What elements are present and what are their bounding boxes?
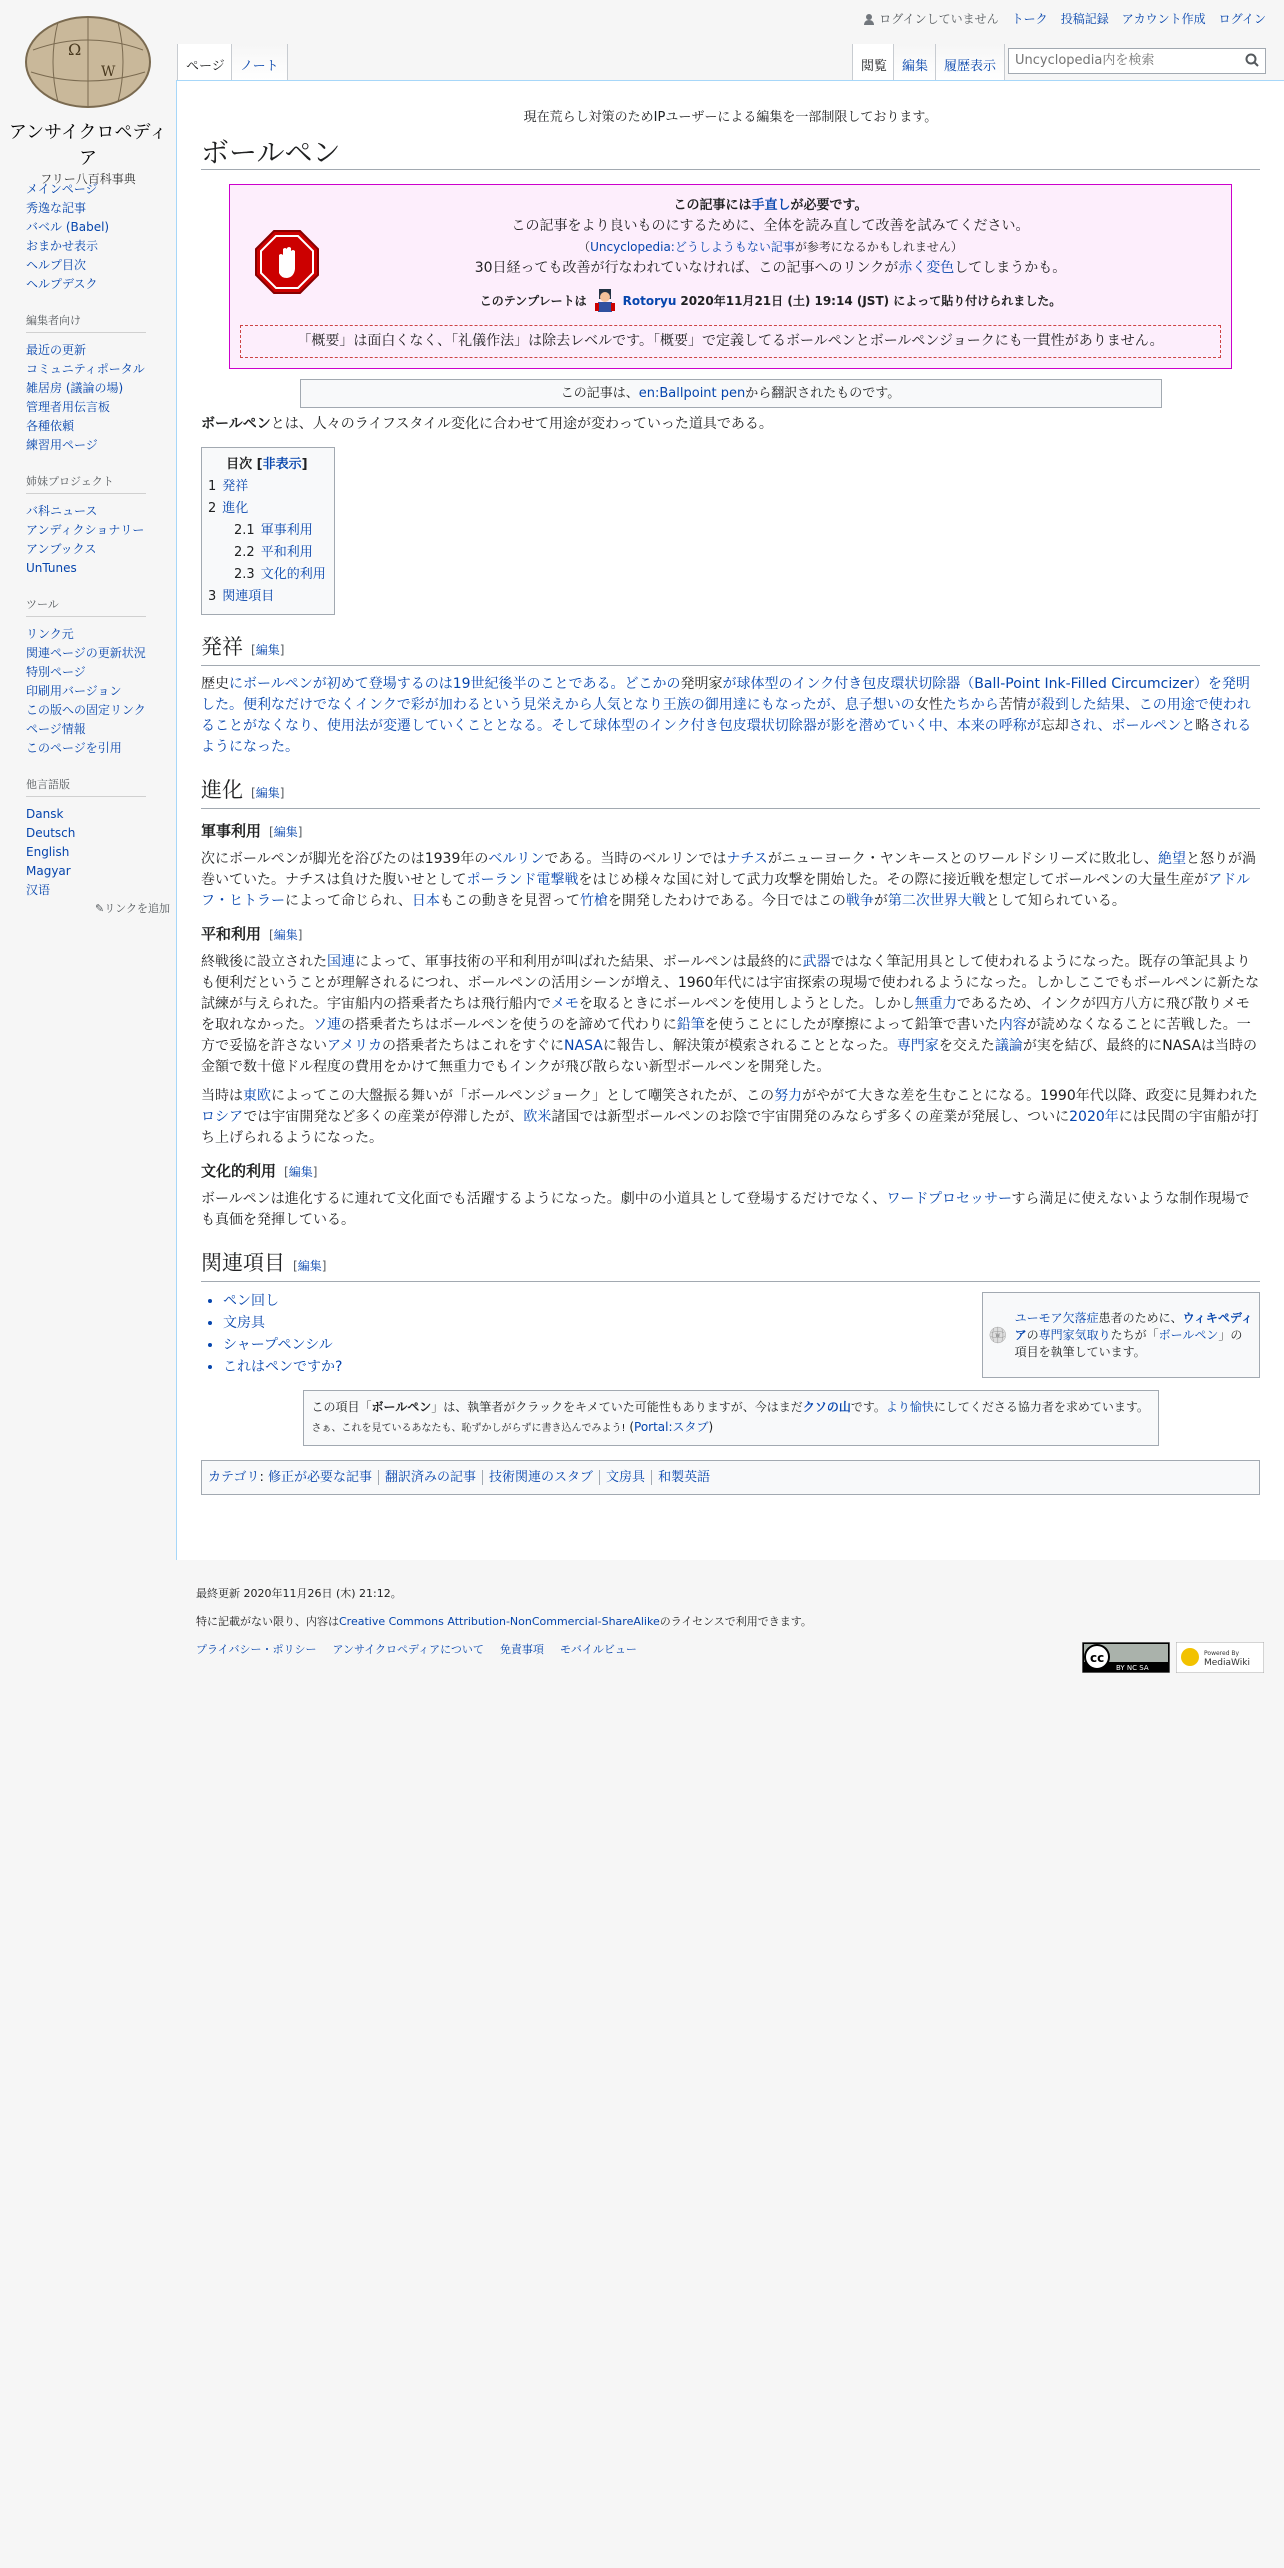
inline-link[interactable]: 東欧 — [243, 1088, 271, 1104]
inline-link[interactable]: アドルフ・ヒトラー — [201, 872, 1251, 909]
sidebar-tools — [10, 596, 170, 758]
page-title: ボールペン — [201, 142, 1260, 170]
pencil-icon: ✎ — [95, 902, 105, 915]
bad-articles-link[interactable]: Uncyclopedia:どうしようもない記事 — [590, 240, 795, 254]
logo-name: アンサイクロペディア — [8, 122, 168, 169]
inline-link[interactable]: されるようになった。 — [201, 718, 1252, 755]
footer-link[interactable]: 免責事項 — [499, 1643, 544, 1656]
search-icon[interactable] — [1245, 53, 1259, 67]
paragraph: ボールペンは進化するに連れて文化面でも活躍するようになった。劇中の小道具として登場するだけでなく、ワードプロセッサーすら満足に使えないような制作現場でも真価を発揮している。 — [201, 1191, 1250, 1228]
subsection-heading: 文化的利用 [編集] — [201, 1162, 318, 1180]
edit-section-link[interactable]: 編集 — [255, 786, 280, 800]
toc-item[interactable]: 2.1 軍事利用 — [234, 523, 313, 538]
inline-link[interactable]: 国連 — [327, 954, 355, 970]
sidebar-tools-item-4[interactable]: この版への固定リンク — [26, 703, 146, 717]
inline-link[interactable]: 無重力 — [914, 996, 957, 1012]
inline-link[interactable]: 戦争 — [845, 893, 874, 909]
inline-link[interactable]: ナチス — [726, 851, 768, 867]
notice-line2: この記事をより良いものにするために、全体を読み直して改善を試みてください。 — [511, 218, 1030, 234]
tab-talk[interactable]: ノート — [231, 44, 288, 80]
contributions-link[interactable]: 投稿記録 — [1060, 12, 1109, 26]
related-section — [201, 1290, 1260, 1378]
inline-link[interactable]: ベルリン — [488, 851, 545, 867]
source-link[interactable]: en:Ballpoint pen — [638, 386, 746, 401]
inline-link[interactable]: 内容 — [998, 1017, 1027, 1033]
site-notice: 現在荒らし対策のためIPユーザーによる編集を一部制限しております。 — [523, 110, 938, 125]
content — [176, 80, 1284, 1560]
tools-heading: ツール — [26, 596, 146, 617]
sidebar-sister — [10, 473, 170, 578]
login-link[interactable]: ログイン — [1218, 12, 1266, 26]
edit-section-link[interactable]: 編集 — [288, 1165, 313, 1179]
footer-link[interactable]: アンサイクロペディアについて — [332, 1643, 484, 1656]
sidebar-language-item-2[interactable]: English — [26, 845, 70, 859]
inline-link[interactable]: 欧米 — [523, 1109, 552, 1125]
logo-motto: フリー八百科事典 — [40, 172, 136, 186]
edit-section-link[interactable]: 編集 — [297, 1259, 322, 1273]
category-link[interactable]: 翻訳済みの記事 — [385, 1470, 477, 1485]
humor-link[interactable]: ユーモア欠落症 — [1014, 1310, 1099, 1325]
category-link[interactable]: 技術関連のスタブ — [489, 1470, 594, 1485]
inline-link[interactable]: 武器 — [802, 954, 831, 970]
sidebar-sister-item-1[interactable]: アンディクショナリー — [26, 523, 145, 537]
sidebar-nav-item-5[interactable]: ヘルプデスク — [26, 277, 98, 291]
inline-link[interactable]: アメリカ — [327, 1038, 383, 1054]
portal-stub-link[interactable]: Portal:スタブ — [634, 1420, 709, 1434]
sidebar-sister-item-3[interactable]: UnTunes — [26, 561, 77, 575]
inline-link[interactable]: 鉛筆 — [676, 1017, 705, 1033]
notice-heading: この記事には手直しが必要です。 — [673, 198, 868, 213]
user-link[interactable]: Rotoryu — [622, 293, 677, 308]
related-item-0[interactable]: • ペン回し — [223, 1290, 342, 1312]
sidebar-editors-item-1[interactable]: コミュニティポータル — [26, 362, 145, 376]
notice-line4: 30日経っても改善が行なわれていなければ、この記事へのリンクが赤く変色してしまうかも。 — [474, 260, 1067, 276]
inline-link[interactable]: ポーランド電撃戦 — [466, 872, 579, 888]
wikipedia-link[interactable]: ウィキペディア — [1014, 1310, 1253, 1342]
paragraph: 終戦後に設立された国連によって、軍事技術の平和利用が叫ばれた結果、ボールペンは最終的に武器ではなく筆記用具として使われるようになった。既存の筆記具よりも便利だということが理解されるにつれ、ボールペンの活用シーンが増え、1960年代には宇宙探索の現場で使われるようになった。しかしここでもボールペンに新たな試練が与えられた。宇宙船内の搭乗者たちは飛行船内でメモを取るときにボールペンを使用しようとした。しかし無重力であるため、インクが四方八方に飛び散りメモを取れなかった。ソ連の搭乗者たちはボールペンを使うのを諦めて代わりに鉛筆を使うことにしたが摩擦によって鉛筆で書いた内容が読めなくなることに苦戦した。一方で妥協を許さないアメリカの搭乗者たちはこれをすぐにNASAに報告し、解決策が模索されることとなった。専門家を交えた議論が実を結び、最終的にNASAは当時の金額で数十億ドル程度の費用をかけて無重力でもインクが飛び散らない新型ボールペンを開発した。 — [201, 954, 1260, 1075]
inline-link[interactable]: NASA — [564, 1038, 603, 1054]
sidebar-navigation — [10, 180, 170, 294]
add-links-button[interactable]: ✎リンクを追加 — [95, 902, 170, 915]
edit-section-link[interactable]: 編集 — [255, 643, 280, 657]
paragraph: 次にボールペンが脚光を浴びたのは1939年のベルリンである。当時のベルリンではナチスがニューヨーク・ヤンキースとのワールドシリーズに敗北し、絶望と怒りが渦巻いていた。ナチスは負けた腹いせとしてポーランド電撃戦をはじめ様々な国に対して武力攻撃を開始した。その際に接近戦を想定してボールペンの大量生産がアドルフ・ヒトラーによって命じられ、日本もこの動きを見習って竹槍を開発したわけである。今日ではこの戦争が第二次世界大戦として知られている。 — [201, 851, 1256, 909]
red-link-link[interactable]: 赤く変色 — [898, 260, 955, 276]
inline-link[interactable]: ワードプロセッサー — [886, 1191, 1012, 1207]
sidebar-editors — [10, 312, 170, 455]
category-links: カテゴリ: 修正が必要な記事 翻訳済みの記事 技術関連のスタブ 文房具 和製英語 — [201, 1460, 1260, 1495]
sidebar-tools-item-3[interactable]: 印刷用バージョン — [26, 684, 122, 698]
section-heading: 発祥 [編集] — [201, 637, 1260, 666]
subsection-heading: 軍事利用 [編集] — [201, 822, 303, 840]
subsection-heading: 平和利用 [編集] — [201, 925, 303, 943]
toc-item[interactable]: 2 進化 — [208, 501, 249, 516]
svg-text:W: W — [101, 64, 116, 80]
user-avatar-icon — [591, 287, 619, 315]
sidebar-language-item-1[interactable]: Deutsch — [26, 826, 76, 840]
toc-item[interactable]: 1 発祥 — [208, 479, 249, 494]
sidebar-nav-item-0[interactable]: メインページ — [26, 182, 98, 196]
paragraph: 当時は東欧によってこの大盤振る舞いが「ボールペンジョーク」として嘲笑されたが、この努力がやがて大きな差を生むことになる。1990年代以降、政変に見舞われたロシアでは宇宙開発など多くの産業が停滞したが、欧米諸国では新型ボールペンのお陰で宇宙開発のみならず多くの産業が発展し、ついに2020年には民間の宇宙船が打ち上げられるようになった。 — [201, 1088, 1259, 1146]
footer-link[interactable]: プライバシー・ポリシー — [196, 1643, 317, 1656]
footer-link[interactable]: モバイルビュー — [559, 1643, 637, 1656]
svg-text:MediaWiki: MediaWiki — [1204, 1658, 1250, 1668]
svg-text:Ω: Ω — [68, 40, 82, 59]
svg-text:W: W — [995, 1333, 1001, 1339]
inline-link[interactable]: が球体型のインク付き包皮環状切除器（Ball-Point Ink-Filled Circumcizer）を発明した。便利なだけでなくインクで彩が加わるという見栄えから人気となり王族の御用達にもなったが、息子想いの — [201, 676, 1250, 713]
toc-item[interactable]: 3 関連項目 — [208, 589, 275, 604]
category-link[interactable]: 文房具 — [606, 1470, 646, 1485]
sidebar-tools-item-2[interactable]: 特別ページ — [26, 665, 86, 679]
footer — [196, 1585, 1264, 1672]
category-link[interactable]: 修正が必要な記事 — [268, 1470, 373, 1485]
cleanup-link[interactable]: 手直し — [751, 198, 791, 213]
svg-text:cc: cc — [1090, 1651, 1105, 1665]
user-icon — [863, 13, 875, 25]
inline-link[interactable]: 2020年 — [1069, 1109, 1119, 1125]
inline-link[interactable]: たちから — [942, 697, 999, 713]
inline-link[interactable]: にボールペンが初めて登場するのは19世紀後半のことである。どこかの — [229, 676, 681, 692]
intro-paragraph: ボールペンとは、人々のライフスタイル変化に合わせて用途が変わっていった道具である。 — [201, 416, 773, 432]
sidebar-language-item-0[interactable]: Dansk — [26, 807, 64, 821]
svg-text:Powered By: Powered By — [1204, 1650, 1240, 1657]
tab-edit[interactable]: 編集 — [893, 44, 936, 80]
inline-link[interactable]: 竹槍 — [579, 893, 608, 909]
tab-page[interactable]: ページ — [177, 44, 233, 80]
wikipedia-box: W ユーモア欠落症患者のために、ウィキペディアの専門家気取りたちが「ボールペン」の項目を執筆しています。 — [982, 1292, 1260, 1378]
talk-link[interactable]: トーク — [1011, 12, 1048, 26]
sidebar-tools-item-5[interactable]: ページ情報 — [26, 722, 86, 736]
wikipedia-globe-icon — [989, 1313, 1007, 1357]
section-heading: 進化 [編集] — [201, 780, 1260, 809]
sidebar-nav-item-1[interactable]: 秀逸な記事 — [26, 201, 87, 215]
toc-toggle[interactable]: 非表示 — [262, 457, 302, 472]
stop-hand-icon — [254, 229, 320, 295]
license-link[interactable]: Creative Commons Attribution-NonCommercial-ShareAlike — [339, 1615, 660, 1628]
search-box — [1008, 48, 1266, 74]
inline-link[interactable]: 第二次世界大戦 — [887, 893, 986, 909]
sidebar-editors-item-2[interactable]: 雑居房 (議論の場) — [26, 381, 124, 395]
sidebar-languages — [10, 776, 170, 916]
sidebar-language-item-3[interactable]: Magyar — [26, 864, 71, 878]
wikipedia-article-link[interactable]: ボールペン — [1158, 1327, 1219, 1342]
sidebar-editors-item-5[interactable]: 練習用ページ — [26, 438, 98, 452]
funnier-link[interactable]: より愉快 — [885, 1400, 934, 1414]
edit-section-link[interactable]: 編集 — [273, 928, 298, 942]
stub-notice: この項目「ボールペン」は、執筆者がクラックをキメていた可能性もありますが、今はまだクソの山です。より愉快にしてくださる協力者を求めています。さぁ、これを見ているあなたも、恥ずかしがらずに書き込んでみよう! (Portal:スタブ) — [303, 1390, 1159, 1446]
svg-text:BY NC SA: BY NC SA — [1116, 1664, 1149, 1672]
paragraph: 歴史にボールペンが初めて登場するのは19世紀後半のことである。どこかの発明家が球体型のインク付き包皮環状切除器（Ball-Point Ink-Filled Circumcizer）を発明した。便利なだけでなくインクで彩が加わるという見栄えから人気となり王族の御用達にもなったが、息子想いの女性たちから苦情が殺到した結果、この用途で使われることがなくなり、使用法が変遷していくこととなる。そして球体型のインク付き包皮環状切除器が影を潜めていく中、本来の呼称が忘却され、ボールペンと略されるようになった。 — [201, 676, 1252, 755]
sidebar-sister-item-0[interactable]: バ科ニュース — [26, 504, 98, 518]
sidebar-nav-item-4[interactable]: ヘルプ目次 — [26, 258, 87, 272]
categories-link[interactable]: カテゴリ — [208, 1470, 260, 1485]
notice-line3: （Uncyclopedia:どうしようもない記事が参考になるかもしれません） — [578, 240, 963, 254]
notice-reason: 「概要」は面白くなく、「礼儀作法」は除去レベルです。「概要」で定義してるボールペンとボールペンジョークにも一貫性がありません。 — [240, 325, 1221, 358]
inline-link[interactable]: ソ連 — [313, 1017, 341, 1033]
category-link[interactable]: 和製英語 — [658, 1470, 711, 1485]
cc-license-badge[interactable] — [1082, 1642, 1170, 1673]
template-attribution: このテンプレートは Rotoryu 2020年11月21日 (土) 19:14 (JST) によって貼り付けられました。 — [320, 287, 1221, 315]
sidebar-tools-item-6[interactable]: このページを引用 — [26, 741, 122, 755]
inline-link[interactable]: 専門家 — [896, 1038, 939, 1054]
last-modified: 最終更新 2020年11月26日 (木) 21:12。 — [196, 1587, 402, 1600]
languages-heading: 他言語版 — [26, 776, 146, 797]
search-input[interactable] — [1009, 49, 1241, 72]
inline-link[interactable]: 議論 — [994, 1038, 1023, 1054]
editors-heading: 編集者向け — [26, 312, 146, 333]
edit-section-link[interactable]: 編集 — [273, 825, 298, 839]
create-account-link[interactable]: アカウント作成 — [1121, 12, 1206, 26]
inline-link[interactable]: 絶望 — [1158, 851, 1186, 867]
sidebar-language-item-4[interactable]: 汉语 — [26, 883, 51, 897]
sidebar-nav-item-3[interactable]: おまかせ表示 — [26, 239, 99, 253]
sidebar-tools-item-1[interactable]: 関連ページの更新状況 — [26, 646, 146, 660]
inline-link[interactable]: 日本 — [411, 893, 440, 909]
sidebar — [10, 180, 170, 934]
personal-tools — [863, 10, 1266, 27]
inline-link[interactable]: ロシア — [201, 1109, 244, 1125]
section-heading: 関連項目 [編集] — [201, 1253, 1260, 1282]
license: 特に記載がない限り、内容はCreative Commons Attribution-NonCommercial-ShareAlikeのライセンスで利用できます。 — [196, 1615, 812, 1628]
sidebar-sister-item-2[interactable]: アンブックス — [26, 542, 97, 556]
sidebar-nav-item-2[interactable]: バベル (Babel) — [26, 220, 110, 234]
toc-item[interactable]: 2.2 平和利用 — [234, 545, 313, 560]
related-item-3[interactable]: • これはペンですか? — [223, 1356, 342, 1378]
site-logo[interactable] — [0, 0, 176, 186]
puzzle-globe-logo — [13, 10, 163, 110]
sidebar-editors-item-4[interactable]: 各種依頼 — [26, 419, 75, 433]
inline-link[interactable]: が殺到した結果、この用途で使われることがなくなり、使用法が変遷していくこととなる。そして球体型のインク付き包皮環状切除器が影を潜めていく中、本来の呼称が — [201, 697, 1251, 734]
inline-link[interactable]: メモ — [551, 996, 579, 1012]
related-item-1[interactable]: • 文房具 — [223, 1312, 342, 1334]
sister-heading: 姉妹プロジェクト — [26, 473, 146, 494]
stub-link[interactable]: クソの山 — [802, 1400, 851, 1414]
inline-link[interactable]: され、ボールペンと — [1068, 718, 1196, 734]
sidebar-tools-item-0[interactable]: リンク元 — [26, 627, 74, 641]
translation-notice: この記事は、en:Ballpoint penから翻訳されたものです。 — [300, 379, 1162, 408]
sidebar-editors-item-0[interactable]: 最近の更新 — [26, 343, 87, 357]
sidebar-editors-item-3[interactable]: 管理者用伝言板 — [26, 400, 111, 414]
related-item-2[interactable]: • シャープペンシル — [223, 1334, 342, 1356]
mediawiki-badge[interactable] — [1176, 1642, 1264, 1673]
table-of-contents: 目次 [非表示] 1 発祥 2 進化 2.1 軍事利用 2.2 平和利用 2.3 文化的利用 3 関連項目 — [201, 447, 335, 615]
expert-link[interactable]: 専門家気取り — [1038, 1327, 1111, 1342]
tab-history[interactable]: 履歴表示 — [935, 44, 1005, 80]
not-logged-in: ログインしていません — [863, 10, 998, 27]
toc-item[interactable]: 2.3 文化的利用 — [234, 567, 326, 582]
cleanup-notice — [229, 184, 1232, 369]
tab-read[interactable]: 閲覧 — [852, 44, 895, 80]
inline-link[interactable]: 努力 — [774, 1088, 803, 1104]
